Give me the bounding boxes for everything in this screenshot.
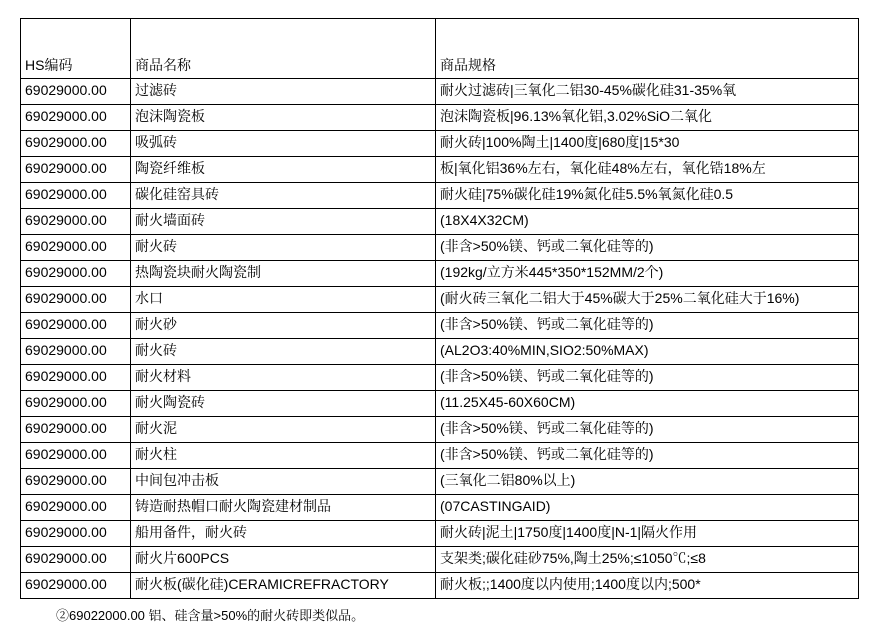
cell-product-spec: (192kg/立方米445*350*152MM/2个) bbox=[436, 261, 859, 287]
table-row bbox=[21, 521, 859, 547]
cell-product-name: 耐火材料 bbox=[131, 365, 436, 391]
table-row bbox=[21, 443, 859, 469]
cell-product-spec: 支架类;碳化硅砂75%,陶土25%;≤1050℃;≤8 bbox=[436, 547, 859, 573]
cell-product-spec: (非含>50%镁、钙或二氧化硅等的) bbox=[436, 365, 859, 391]
table-row bbox=[21, 157, 859, 183]
cell-hs-code: 69029000.00 bbox=[21, 157, 131, 183]
cell-hs-code: 69029000.00 bbox=[21, 79, 131, 105]
cell-hs-code: 69029000.00 bbox=[21, 573, 131, 599]
table-row bbox=[21, 287, 859, 313]
cell-product-spec: (非含>50%镁、钙或二氧化硅等的) bbox=[436, 235, 859, 261]
cell-product-spec: (11.25X45-60X60CM) bbox=[436, 391, 859, 417]
cell-product-name: 耐火墙面砖 bbox=[131, 209, 436, 235]
table-row bbox=[21, 261, 859, 287]
cell-product-name: 吸弧砖 bbox=[131, 131, 436, 157]
cell-product-spec: 板|氧化铝36%左右，氧化硅48%左右，氧化锆18%左 bbox=[436, 157, 859, 183]
cell-product-name: 中间包冲击板 bbox=[131, 469, 436, 495]
cell-product-spec: 耐火砖|泥土|1750度|1400度|N-1|隔火作用 bbox=[436, 521, 859, 547]
cell-hs-code: 69029000.00 bbox=[21, 391, 131, 417]
cell-hs-code: 69029000.00 bbox=[21, 339, 131, 365]
cell-product-name: 陶瓷纤维板 bbox=[131, 157, 436, 183]
cell-product-spec: (非含>50%镁、钙或二氧化硅等的) bbox=[436, 417, 859, 443]
table-row bbox=[21, 547, 859, 573]
cell-product-name: 耐火砂 bbox=[131, 313, 436, 339]
cell-product-name: 碳化硅窑具砖 bbox=[131, 183, 436, 209]
cell-product-name: 水口 bbox=[131, 287, 436, 313]
column-header-product-spec: 商品规格 bbox=[436, 19, 859, 79]
cell-product-name: 过滤砖 bbox=[131, 79, 436, 105]
cell-product-spec: (三氧化二铝80%以上) bbox=[436, 469, 859, 495]
cell-hs-code: 69029000.00 bbox=[21, 183, 131, 209]
cell-product-name: 耐火砖 bbox=[131, 235, 436, 261]
cell-product-name: 铸造耐热帽口耐火陶瓷建材制品 bbox=[131, 495, 436, 521]
cell-product-spec: (07CASTINGAID) bbox=[436, 495, 859, 521]
cell-product-spec: (AL2O3:40%MIN,SIO2:50%MAX) bbox=[436, 339, 859, 365]
cell-hs-code: 69029000.00 bbox=[21, 235, 131, 261]
cell-product-spec: 耐火硅|75%碳化硅19%氮化硅5.5%氧氮化硅0.5 bbox=[436, 183, 859, 209]
hs-code-table bbox=[20, 18, 859, 599]
table-row bbox=[21, 209, 859, 235]
cell-product-name: 泡沫陶瓷板 bbox=[131, 105, 436, 131]
table-row bbox=[21, 339, 859, 365]
cell-product-name: 耐火板(碳化硅)CERAMICREFRACTORY bbox=[131, 573, 436, 599]
cell-product-name: 耐火泥 bbox=[131, 417, 436, 443]
cell-product-name: 耐火陶瓷砖 bbox=[131, 391, 436, 417]
cell-hs-code: 69029000.00 bbox=[21, 469, 131, 495]
table-body bbox=[21, 79, 859, 599]
cell-product-name: 热陶瓷块耐火陶瓷制 bbox=[131, 261, 436, 287]
cell-hs-code: 69029000.00 bbox=[21, 105, 131, 131]
table-header-row bbox=[21, 19, 859, 79]
cell-hs-code: 69029000.00 bbox=[21, 443, 131, 469]
cell-hs-code: 69029000.00 bbox=[21, 313, 131, 339]
table-row bbox=[21, 417, 859, 443]
cell-product-spec: (耐火砖三氧化二铝大于45%碳大于25%二氧化硅大于16%) bbox=[436, 287, 859, 313]
cell-hs-code: 69029000.00 bbox=[21, 495, 131, 521]
table-header bbox=[21, 19, 859, 79]
table-row bbox=[21, 469, 859, 495]
cell-hs-code: 69029000.00 bbox=[21, 287, 131, 313]
table-row bbox=[21, 313, 859, 339]
table-row bbox=[21, 235, 859, 261]
table-row bbox=[21, 365, 859, 391]
cell-product-name: 耐火砖 bbox=[131, 339, 436, 365]
table-row bbox=[21, 131, 859, 157]
cell-hs-code: 69029000.00 bbox=[21, 417, 131, 443]
cell-product-spec: 泡沫陶瓷板|96.13%氧化铝,3.02%SiO二氧化 bbox=[436, 105, 859, 131]
cell-product-spec: (18X4X32CM) bbox=[436, 209, 859, 235]
cell-product-name: 船用备件，耐火砖 bbox=[131, 521, 436, 547]
cell-product-spec: (非含>50%镁、钙或二氧化硅等的) bbox=[436, 313, 859, 339]
cell-hs-code: 69029000.00 bbox=[21, 209, 131, 235]
column-header-hs-code: HS编码 bbox=[21, 19, 131, 79]
cell-hs-code: 69029000.00 bbox=[21, 365, 131, 391]
table-row bbox=[21, 105, 859, 131]
table-row bbox=[21, 495, 859, 521]
footnote-text: ②69022000.00 铝、硅含量>50%的耐火砖即类似品。 bbox=[56, 608, 365, 623]
cell-hs-code: 69029000.00 bbox=[21, 547, 131, 573]
column-header-product-name: 商品名称 bbox=[131, 19, 436, 79]
table-row bbox=[21, 183, 859, 209]
cell-product-name: 耐火柱 bbox=[131, 443, 436, 469]
cell-product-spec: 耐火板;;1400度以内使用;1400度以内;500* bbox=[436, 573, 859, 599]
cell-hs-code: 69029000.00 bbox=[21, 261, 131, 287]
cell-product-spec: 耐火砖|100%陶土|1400度|680度|15*30 bbox=[436, 131, 859, 157]
cell-product-name: 耐火片600PCS bbox=[131, 547, 436, 573]
cell-hs-code: 69029000.00 bbox=[21, 521, 131, 547]
table-row bbox=[21, 573, 859, 599]
cell-product-spec: 耐火过滤砖|三氧化二铝30-45%碳化硅31-35%氧 bbox=[436, 79, 859, 105]
cell-product-spec: (非含>50%镁、钙或二氧化硅等的) bbox=[436, 443, 859, 469]
cell-hs-code: 69029000.00 bbox=[21, 131, 131, 157]
table-row bbox=[21, 79, 859, 105]
table-row bbox=[21, 391, 859, 417]
